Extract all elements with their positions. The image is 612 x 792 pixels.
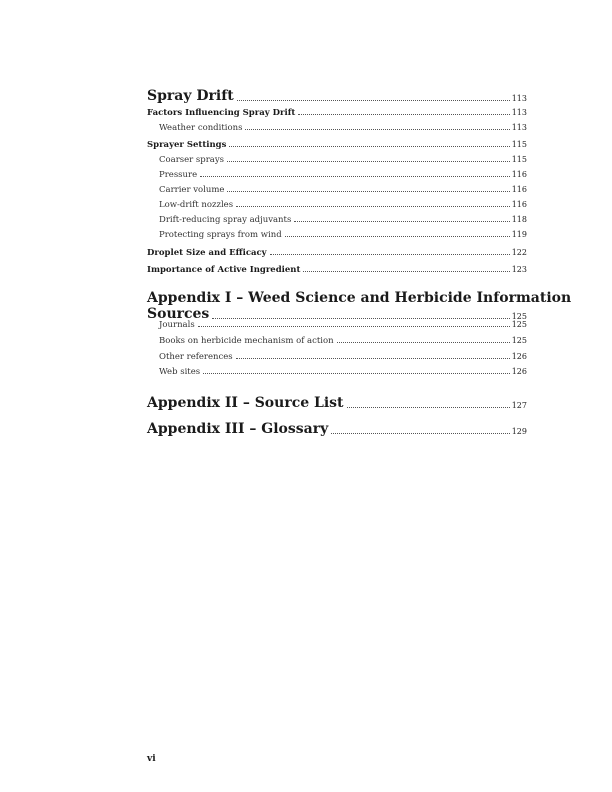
toc-entry-label: Web sites: [159, 367, 201, 377]
toc-entry-label: Factors Influencing Spray Drift: [147, 108, 296, 118]
toc-entry-web-sites[interactable]: [159, 367, 527, 377]
toc-entry-other-references[interactable]: [159, 352, 527, 362]
dot-leader: [236, 358, 510, 359]
toc-entry-page: 115: [511, 140, 527, 149]
toc-entry-page: 127: [511, 401, 527, 410]
toc-entry-label: Protecting sprays from wind: [159, 230, 282, 240]
toc-entry-drift-reducing-adjuvants[interactable]: [159, 215, 527, 225]
toc-entry-label: Droplet Size and Efficacy: [147, 248, 267, 258]
toc-entry-page: 125: [511, 336, 527, 345]
toc-entry-appendix-3[interactable]: [147, 421, 527, 437]
toc-entry-droplet-size[interactable]: [147, 248, 527, 258]
dot-leader: [294, 221, 509, 222]
toc-entry-label: Low-drift nozzles: [159, 200, 234, 210]
toc-entry-spray-drift[interactable]: [147, 88, 527, 104]
dot-leader: [236, 206, 510, 207]
toc-entry-label: Spray Drift: [147, 88, 234, 104]
dot-leader: [245, 129, 509, 130]
dot-leader: [285, 236, 510, 237]
toc-entry-carrier-volume[interactable]: [159, 185, 527, 195]
dot-leader: [203, 373, 510, 374]
toc-entry-label: Drift-reducing spray adjuvants: [159, 215, 292, 225]
dot-leader: [337, 342, 510, 343]
toc-entry-label: Other references: [159, 352, 233, 362]
toc-entry-label: Coarser sprays: [159, 155, 225, 165]
toc-entry-page: 113: [511, 123, 527, 132]
dot-leader: [200, 176, 510, 177]
toc-entry-page: 116: [511, 170, 527, 179]
toc-entry-label: Books on herbicide mechanism of action: [159, 336, 334, 346]
toc-entry-journals[interactable]: [159, 320, 527, 330]
dot-leader: [270, 254, 510, 255]
appendix-1-title-line: Appendix I – Weed Science and Herbicide Information: [147, 290, 572, 306]
dot-leader: [303, 271, 509, 272]
dot-leader: [212, 318, 509, 319]
toc-entry-low-drift-nozzles[interactable]: [159, 200, 527, 210]
toc-entry-sprayer-settings[interactable]: [147, 140, 527, 150]
dot-leader: [237, 100, 510, 101]
toc-entry-label: Carrier volume: [159, 185, 225, 195]
toc-entry-page: 125: [511, 312, 527, 321]
toc-entry-label: Weather conditions: [159, 123, 243, 133]
toc-entry-page: 123: [511, 265, 527, 274]
toc-entry-page: 119: [511, 230, 527, 239]
toc-entry-page: 116: [511, 200, 527, 209]
toc-entry-pressure[interactable]: [159, 170, 527, 180]
toc-entry-label: Appendix III – Glossary: [147, 421, 329, 437]
dot-leader: [298, 114, 509, 115]
dot-leader: [198, 326, 510, 327]
toc-entry-active-ingredient[interactable]: [147, 265, 527, 275]
toc-entry-weather[interactable]: [159, 123, 527, 133]
toc-entry-appendix-2[interactable]: [147, 395, 527, 411]
toc-entry-page: 126: [511, 352, 527, 361]
dot-leader: [229, 146, 509, 147]
toc-entry-label: Importance of Active Ingredient: [147, 265, 301, 275]
toc-entry-page: 115: [511, 155, 527, 164]
toc-entry-label: Pressure: [159, 170, 198, 180]
toc-entry-label: Sprayer Settings: [147, 140, 227, 150]
page-number: vi: [147, 754, 156, 764]
toc-entry-page: 113: [511, 94, 527, 103]
toc-entry-coarser-sprays[interactable]: [159, 155, 527, 165]
dot-leader: [331, 433, 510, 434]
toc-entry-label: Sources: [147, 306, 210, 322]
toc-entry-page: 118: [511, 215, 527, 224]
toc-entry-factors[interactable]: [147, 108, 527, 118]
toc-entry-protecting-sprays[interactable]: [159, 230, 527, 240]
toc-entry-page: 129: [511, 427, 527, 436]
toc-entry-page: 116: [511, 185, 527, 194]
toc-entry-page: 125: [511, 320, 527, 329]
toc-entry-label: Appendix II – Source List: [147, 395, 344, 411]
dot-leader: [227, 161, 510, 162]
toc-entry-page: 126: [511, 367, 527, 376]
toc-entry-page: 122: [511, 248, 527, 257]
toc-entry-page: 113: [511, 108, 527, 117]
dot-leader: [227, 191, 509, 192]
dot-leader: [347, 407, 510, 408]
toc-entry-label: Journals: [159, 320, 195, 330]
toc-entry-books[interactable]: [159, 336, 527, 346]
